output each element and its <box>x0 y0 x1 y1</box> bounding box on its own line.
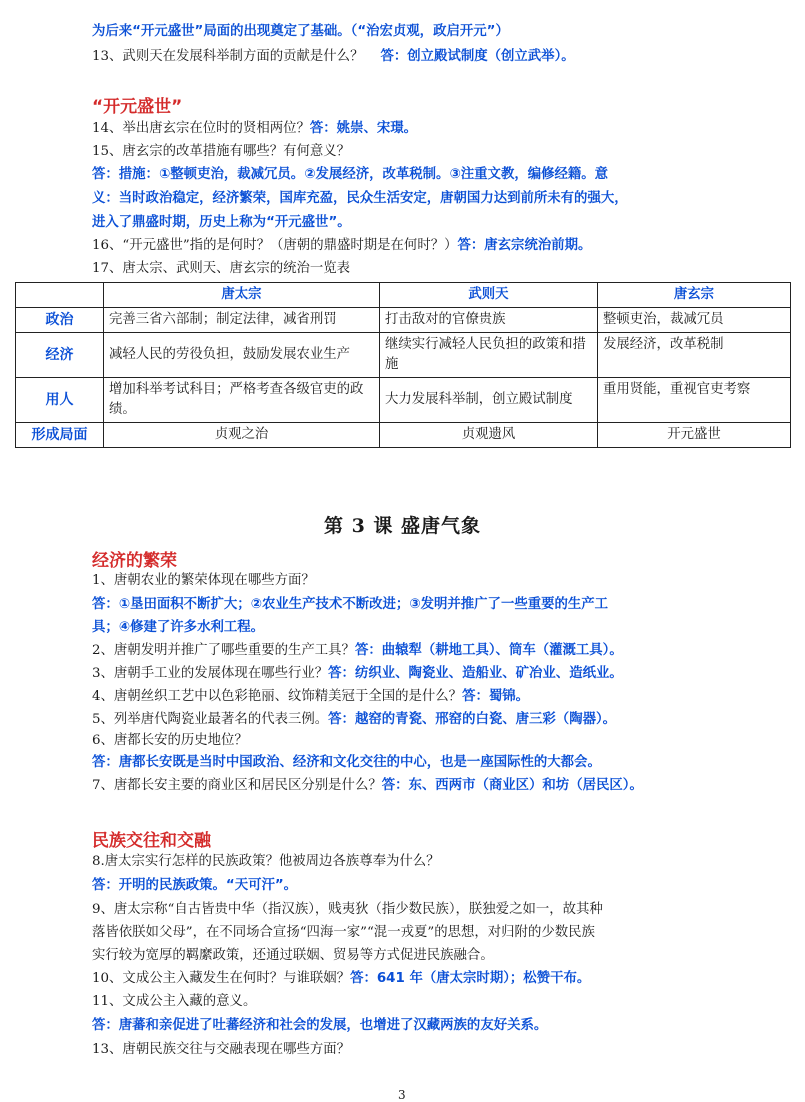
table-cell: 重用贤能，重视官吏考察 <box>598 378 791 423</box>
answer-6: 答：唐都长安既是当时中国政治、经济和文化交往的中心，也是一座国际性的大都会。 <box>92 755 601 770</box>
table-cell: 开元盛世 <box>598 423 791 448</box>
table-row <box>16 378 791 423</box>
row-label: 政治 <box>16 308 104 333</box>
table-cell: 完善三省六部制；制定法律，减省刑罚 <box>104 308 380 333</box>
table-header-cell: 武则天 <box>380 283 598 308</box>
section-heading-ethnic: 民族交往和交融 <box>92 831 211 851</box>
answer-15-line-1: 答：措施：①整顿吏治，裁减冗员。②发展经济，改革税制。③注重文教，编修经籍。意 <box>92 167 609 182</box>
table-cell: 大力发展科举制，创立殿试制度 <box>380 378 598 423</box>
row-label: 用人 <box>16 378 104 423</box>
table-cell: 整顿吏治，裁减冗员 <box>598 308 791 333</box>
table-header-cell: 唐太宗 <box>104 283 380 308</box>
answer-8: 答：开明的民族政策。“天可汗”。 <box>92 878 298 893</box>
question-17: 17、唐太宗、武则天、唐玄宗的统治一览表 <box>92 261 351 276</box>
section-heading-economy: 经济的繁荣 <box>92 551 177 571</box>
question-8: 8.唐太宗实行怎样的民族政策？他被周边各族尊奉为什么？ <box>92 854 440 869</box>
table-cell: 减轻人民的劳役负担，鼓励发展农业生产 <box>104 333 380 378</box>
question-9-line-1: 9、唐太宗称“自古皆贵中华（指汉族），贱夷狄（指少数民族），朕独爱之如一，故其种 <box>92 902 603 917</box>
table-header-cell: 唐玄宗 <box>598 283 791 308</box>
answer-1-line-2: 具；④修建了许多水利工程。 <box>92 620 265 635</box>
question-4: 4、唐朝丝织工艺中以色彩艳丽、纹饰精美冠于全国的是什么？答：蜀锦。 <box>92 689 530 704</box>
row-label: 经济 <box>16 333 104 378</box>
question-13b: 13、唐朝民族交往与交融表现在哪些方面？ <box>92 1042 351 1057</box>
answer-1-line-1: 答：①垦田面积不断扩大；②农业生产技术不断改进；③发明并推广了一些重要的生产工 <box>92 597 609 612</box>
lesson-title: 第 3 课 盛唐气象 <box>323 515 482 537</box>
question-3: 3、唐朝手工业的发展体现在哪些行业？答：纺织业、陶瓷业、造船业、矿冶业、造纸业。 <box>92 666 623 681</box>
question-5: 5、列举唐代陶瓷业最著名的代表三例。答：越窑的青瓷、邢窑的白瓷、唐三彩（陶器）。 <box>92 712 617 727</box>
row-label: 形成局面 <box>16 423 104 448</box>
table-header-cell <box>16 283 104 308</box>
answer-11: 答：唐蕃和亲促进了吐蕃经济和社会的发展，也增进了汉藏两族的友好关系。 <box>92 1018 548 1033</box>
table-header-row <box>16 283 791 308</box>
question-14: 14、举出唐玄宗在位时的贤相两位？答：姚崇、宋璟。 <box>92 121 418 136</box>
table-cell: 增加科举考试科目；严格考查各级官吏的政绩。 <box>104 378 380 423</box>
question-11: 11、文成公主入藏的意义。 <box>92 994 257 1009</box>
question-2: 2、唐朝发明并推广了哪些重要的生产工具？答：曲辕犁（耕地工具）、筒车（灌溉工具）。 <box>92 643 623 658</box>
question-13: 13、武则天在发展科举制方面的贡献是什么？ 答：创立殿试制度（创立武举）。 <box>92 49 575 64</box>
question-7: 7、唐都长安主要的商业区和居民区分别是什么？答：东、西两市（商业区）和坊（居民区）。 <box>92 778 643 793</box>
section-heading-kaiyuan: “开元盛世” <box>92 97 183 117</box>
question-6: 6、唐都长安的历史地位？ <box>92 733 248 748</box>
answer-line: 为后来“开元盛世”局面的出现奠定了基础。（“治宏贞观，政启开元”） <box>92 24 509 39</box>
question-10: 10、文成公主入藏发生在何时？与谁联姻？答：641 年（唐太宗时期）；松赞干布。 <box>92 971 591 986</box>
answer-15-line-2: 义：当时政治稳定，经济繁荣，国库充盈，民众生活安定，唐朝国力达到前所未有的强大， <box>92 191 628 206</box>
table-row <box>16 333 791 378</box>
table-cell: 继续实行减轻人民负担的政策和措施 <box>380 333 598 378</box>
table-row <box>16 308 791 333</box>
question-9-line-2: 落皆依朕如父母”，在不同场合宣扬“四海一家”“混一戎夏”的思想，对归附的少数民族 <box>92 925 595 940</box>
question-9-line-3: 实行较为宽厚的羁縻政策，还通过联姻、贸易等方式促进民族融合。 <box>92 948 494 963</box>
comparison-table <box>15 282 791 448</box>
table-cell: 发展经济，改革税制 <box>598 333 791 378</box>
table-cell: 贞观遗风 <box>380 423 598 448</box>
table-row <box>16 423 791 448</box>
table-cell: 贞观之治 <box>104 423 380 448</box>
table-cell: 打击敌对的官僚贵族 <box>380 308 598 333</box>
page-number: 3 <box>398 1088 406 1102</box>
question-16: 16、“开元盛世”指的是何时？（唐朝的鼎盛时期是在何时？）答：唐玄宗统治前期。 <box>92 238 592 253</box>
answer-15-line-3: 进入了鼎盛时期，历史上称为“开元盛世”。 <box>92 215 351 230</box>
question-1: 1、唐朝农业的繁荣体现在哪些方面？ <box>92 573 315 588</box>
question-15: 15、唐玄宗的改革措施有哪些？有何意义？ <box>92 144 351 159</box>
